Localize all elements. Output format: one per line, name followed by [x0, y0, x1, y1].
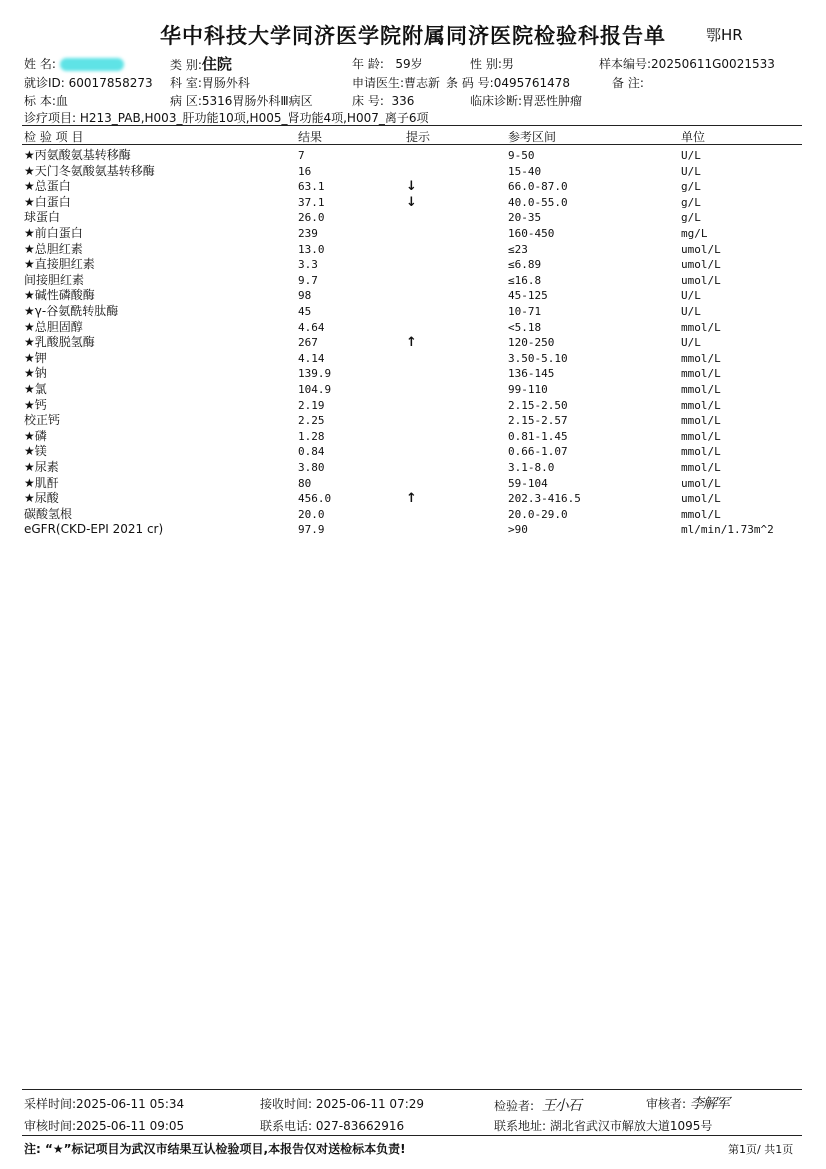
item-range: 66.0-87.0 — [508, 180, 568, 194]
item-name: ★天门冬氨酸氨基转移酶 — [24, 163, 155, 178]
item-name: 间接胆红素 — [24, 272, 85, 287]
table-row — [0, 210, 826, 226]
reviewer-signature: 李解军 — [689, 1096, 729, 1112]
item-result: 2.25 — [298, 414, 325, 428]
diagnosis-value: 胃恶性肿瘤 — [522, 94, 583, 108]
sample-value: 20250611G0021533 — [651, 57, 775, 71]
item-range: 9-50 — [508, 149, 535, 162]
table-row — [0, 429, 826, 445]
item-unit: mmol/L — [681, 445, 721, 459]
patient-sex-field — [470, 55, 514, 72]
doctor-label: 申请医生: — [352, 76, 405, 90]
divider-bottom — [22, 1135, 802, 1136]
item-range: 3.50-5.10 — [508, 351, 568, 365]
table-row — [0, 179, 826, 195]
address-value: 湖北省武汉市解放大道1095号 — [549, 1119, 713, 1133]
item-result: 16 — [298, 164, 312, 178]
item-result: 45 — [298, 305, 312, 318]
specimen-value: 血 — [55, 94, 68, 108]
item-result: 7 — [298, 149, 305, 162]
item-range: 136-145 — [508, 367, 555, 381]
item-range: 40.0-55.0 — [508, 195, 568, 209]
age-label: 年 龄: — [352, 57, 384, 71]
sample-label: 样本编号: — [599, 57, 652, 71]
report-title — [0, 20, 826, 50]
report-code: 鄂HR — [706, 26, 743, 44]
visit-label: 就诊ID: — [24, 76, 65, 90]
item-name: ★总蛋白 — [24, 179, 71, 194]
name-label: 姓 名: — [24, 57, 56, 71]
item-name: ★肌酐 — [24, 475, 59, 490]
item-range: 0.81-1.45 — [508, 429, 568, 443]
item-unit: mmol/L — [681, 351, 721, 365]
doctor-field — [352, 74, 440, 91]
sex-label: 性 别: — [470, 57, 502, 71]
item-name: ★碱性磷酸酶 — [24, 288, 95, 303]
item-result: 2.19 — [298, 398, 325, 412]
item-unit: mmol/L — [681, 398, 721, 412]
phone-label: 联系电话: — [260, 1119, 313, 1133]
item-name: ★钠 — [24, 366, 47, 381]
project-value: H213_PAB,H003_肝功能10项,H005_肾功能4项,H007_离子6项 — [79, 111, 429, 125]
item-result: 37.1 — [298, 195, 325, 209]
item-name: 球蛋白 — [24, 210, 61, 225]
item-unit: mmol/L — [681, 414, 721, 428]
col-flag: 提示 — [406, 130, 431, 144]
item-unit: g/L — [681, 180, 701, 194]
item-range: 20.0-29.0 — [508, 507, 568, 521]
dept-value: 胃肠外科 — [201, 76, 250, 90]
item-name: 碳酸氢根 — [24, 506, 73, 521]
item-result: 3.80 — [298, 461, 325, 474]
table-row — [0, 320, 826, 336]
item-unit: mmol/L — [681, 367, 721, 381]
bed-label: 床 号: — [352, 94, 384, 108]
receive-time-label: 接收时间: — [260, 1097, 313, 1111]
item-range: ≤23 — [508, 242, 528, 256]
item-range: 59-104 — [508, 476, 548, 490]
item-range: >90 — [508, 523, 528, 537]
item-unit: mmol/L — [681, 320, 721, 334]
reviewer-field — [646, 1093, 729, 1113]
item-result: 104.9 — [298, 383, 332, 396]
item-result: 3.3 — [298, 258, 318, 272]
dept-label: 科 室: — [170, 76, 202, 90]
receive-time-field — [260, 1095, 424, 1112]
col-result: 结果 — [298, 130, 323, 144]
project-field — [24, 109, 428, 126]
item-result: 9.7 — [298, 273, 318, 287]
table-row — [0, 351, 826, 367]
item-unit: U/L — [681, 149, 701, 162]
item-unit: mmol/L — [681, 507, 721, 521]
table-row — [0, 288, 826, 304]
divider-footer — [22, 1089, 802, 1090]
item-range: ≤16.8 — [508, 273, 542, 287]
item-unit: U/L — [681, 305, 701, 318]
item-result: 13.0 — [298, 242, 325, 256]
tester-field — [494, 1095, 581, 1115]
item-flag: ↑ — [406, 335, 417, 351]
item-name: ★尿素 — [24, 460, 59, 474]
item-unit: U/L — [681, 289, 701, 303]
table-row — [0, 257, 826, 273]
item-name: 校正钙 — [24, 413, 61, 428]
item-result: 4.14 — [298, 351, 325, 365]
item-name: ★白蛋白 — [24, 194, 71, 209]
tester-label: 检验者: — [494, 1099, 535, 1113]
col-item: 检 验 项 目 — [24, 130, 84, 144]
visit-id-field — [24, 74, 153, 91]
sample-time-field — [24, 1095, 184, 1112]
type-label: 类 别: — [170, 58, 202, 72]
barcode-field — [446, 74, 570, 91]
review-time-label: 审核时间: — [24, 1119, 77, 1133]
item-result: 456.0 — [298, 492, 332, 506]
item-range: 20-35 — [508, 211, 542, 225]
item-name: ★总胆固醇 — [24, 319, 83, 334]
item-unit: umol/L — [681, 273, 721, 287]
item-name: ★钙 — [24, 397, 47, 412]
patient-type-field — [170, 53, 232, 74]
item-unit: g/L — [681, 195, 701, 209]
redacted-name-mask — [60, 58, 124, 71]
item-result: 98 — [298, 289, 312, 303]
item-result: 1.28 — [298, 429, 325, 443]
item-range: 120-250 — [508, 336, 555, 350]
phone-field — [260, 1117, 404, 1134]
item-range: 2.15-2.50 — [508, 398, 568, 412]
visit-value: 60017858273 — [68, 76, 153, 90]
item-range: ≤6.89 — [508, 258, 542, 272]
table-row — [0, 522, 826, 538]
sample-number-field — [599, 55, 775, 72]
item-unit: mmol/L — [681, 383, 721, 396]
item-result: 20.0 — [298, 507, 325, 521]
table-row — [0, 164, 826, 180]
item-unit: U/L — [681, 336, 701, 350]
address-label: 联系地址: — [494, 1119, 547, 1133]
address-field — [494, 1117, 712, 1134]
sex-value: 男 — [501, 57, 514, 71]
receive-time-value: 2025-06-11 07:29 — [315, 1097, 425, 1111]
page-indicator: 第1页/ 共1页 — [728, 1143, 794, 1156]
item-result: 267 — [298, 336, 318, 350]
barcode-label: 条 码 号: — [446, 76, 494, 90]
item-unit: g/L — [681, 211, 701, 225]
table-row — [0, 226, 826, 242]
item-name: ★乳酸脱氢酶 — [24, 335, 95, 350]
item-name: ★直接胆红素 — [24, 257, 95, 272]
table-row — [0, 366, 826, 382]
remark-label: 备 注: — [612, 76, 644, 90]
phone-value: 027-83662916 — [315, 1119, 405, 1133]
item-name: ★丙氨酸氨基转移酶 — [24, 148, 131, 162]
ward-value: 5316胃肠外科Ⅲ病区 — [201, 94, 313, 108]
item-name: ★尿酸 — [24, 491, 59, 506]
item-range: <5.18 — [508, 320, 542, 334]
barcode-value: 0495761478 — [493, 76, 571, 90]
table-row — [0, 304, 826, 320]
project-label: 诊疗项目: — [24, 111, 77, 125]
item-result: 26.0 — [298, 211, 325, 225]
disclaimer-note: 注: “★”标记项目为武汉市结果互认检验项目,本报告仅对送检标本负责! — [24, 1142, 406, 1156]
item-flag: ↑ — [406, 491, 417, 507]
item-unit: umol/L — [681, 242, 721, 256]
divider-top — [22, 125, 802, 126]
item-result: 139.9 — [298, 367, 332, 381]
item-range: 15-40 — [508, 164, 542, 178]
item-name: ★磷 — [24, 428, 47, 443]
item-result: 4.64 — [298, 320, 325, 334]
tester-signature: 王小石 — [541, 1098, 581, 1114]
item-name: ★氯 — [24, 382, 47, 396]
item-range: 2.15-2.57 — [508, 414, 568, 428]
review-time-field — [24, 1117, 184, 1134]
table-row — [0, 444, 826, 460]
patient-name-field — [24, 55, 124, 72]
item-name: ★镁 — [24, 444, 47, 459]
table-row — [0, 148, 826, 164]
table-row — [0, 413, 826, 429]
col-unit: 单位 — [681, 130, 706, 144]
doctor-value: 曹志新 — [404, 76, 441, 90]
ward-field — [170, 92, 313, 109]
item-range: 0.66-1.07 — [508, 445, 568, 459]
bed-value: 336 — [391, 94, 415, 108]
specimen-label: 标 本: — [24, 94, 56, 108]
item-name: ★总胆红素 — [24, 241, 83, 256]
item-unit: mg/L — [681, 227, 708, 240]
item-result: 0.84 — [298, 445, 325, 459]
department-field — [170, 74, 250, 91]
table-row — [0, 476, 826, 492]
item-result: 63.1 — [298, 180, 325, 194]
item-unit: mmol/L — [681, 429, 721, 443]
item-range: 45-125 — [508, 289, 548, 303]
table-row — [0, 382, 826, 398]
diagnosis-label: 临床诊断: — [470, 94, 523, 108]
item-result: 97.9 — [298, 523, 325, 537]
remark-field — [612, 74, 644, 91]
item-unit: umol/L — [681, 492, 721, 506]
item-range: 3.1-8.0 — [508, 461, 555, 474]
specimen-field — [24, 92, 68, 109]
bed-field — [352, 92, 414, 109]
sample-time-value: 2025-06-11 05:34 — [76, 1097, 185, 1111]
ward-label: 病 区: — [170, 94, 202, 108]
table-row — [0, 491, 826, 507]
table-row — [0, 195, 826, 211]
item-unit: U/L — [681, 164, 701, 178]
report-title-text: 华中科技大学同济医学院附属同济医院检验科报告单 — [160, 24, 666, 48]
item-name: ★γ-谷氨酰转肽酶 — [24, 304, 119, 318]
table-row — [0, 507, 826, 523]
item-result: 80 — [298, 476, 312, 490]
item-unit: umol/L — [681, 258, 721, 272]
table-row — [0, 242, 826, 258]
item-result: 239 — [298, 227, 318, 240]
type-value: 住院 — [201, 55, 232, 73]
item-unit: umol/L — [681, 476, 721, 490]
diagnosis-field — [470, 92, 582, 109]
item-unit: mmol/L — [681, 461, 721, 474]
item-range: 10-71 — [508, 305, 542, 318]
item-flag: ↓ — [406, 179, 417, 195]
divider-header — [22, 144, 802, 145]
table-row — [0, 335, 826, 351]
age-value: 59岁 — [395, 57, 423, 71]
table-row — [0, 398, 826, 414]
item-unit: ml/min/1.73m^2 — [681, 523, 774, 537]
item-flag: ↓ — [406, 194, 417, 210]
item-name: ★钾 — [24, 350, 47, 365]
item-range: 160-450 — [508, 227, 555, 240]
reviewer-label: 审核者: — [646, 1097, 687, 1111]
item-name: eGFR(CKD-EPI 2021 cr) — [24, 522, 164, 537]
table-row — [0, 460, 826, 476]
review-time-value: 2025-06-11 09:05 — [76, 1119, 185, 1133]
item-range: 99-110 — [508, 383, 548, 396]
item-range: 202.3-416.5 — [508, 492, 581, 506]
item-name: ★前白蛋白 — [24, 226, 83, 240]
col-range: 参考区间 — [508, 130, 557, 144]
table-row — [0, 273, 826, 289]
sample-time-label: 采样时间: — [24, 1097, 77, 1111]
patient-age-field — [352, 55, 423, 72]
